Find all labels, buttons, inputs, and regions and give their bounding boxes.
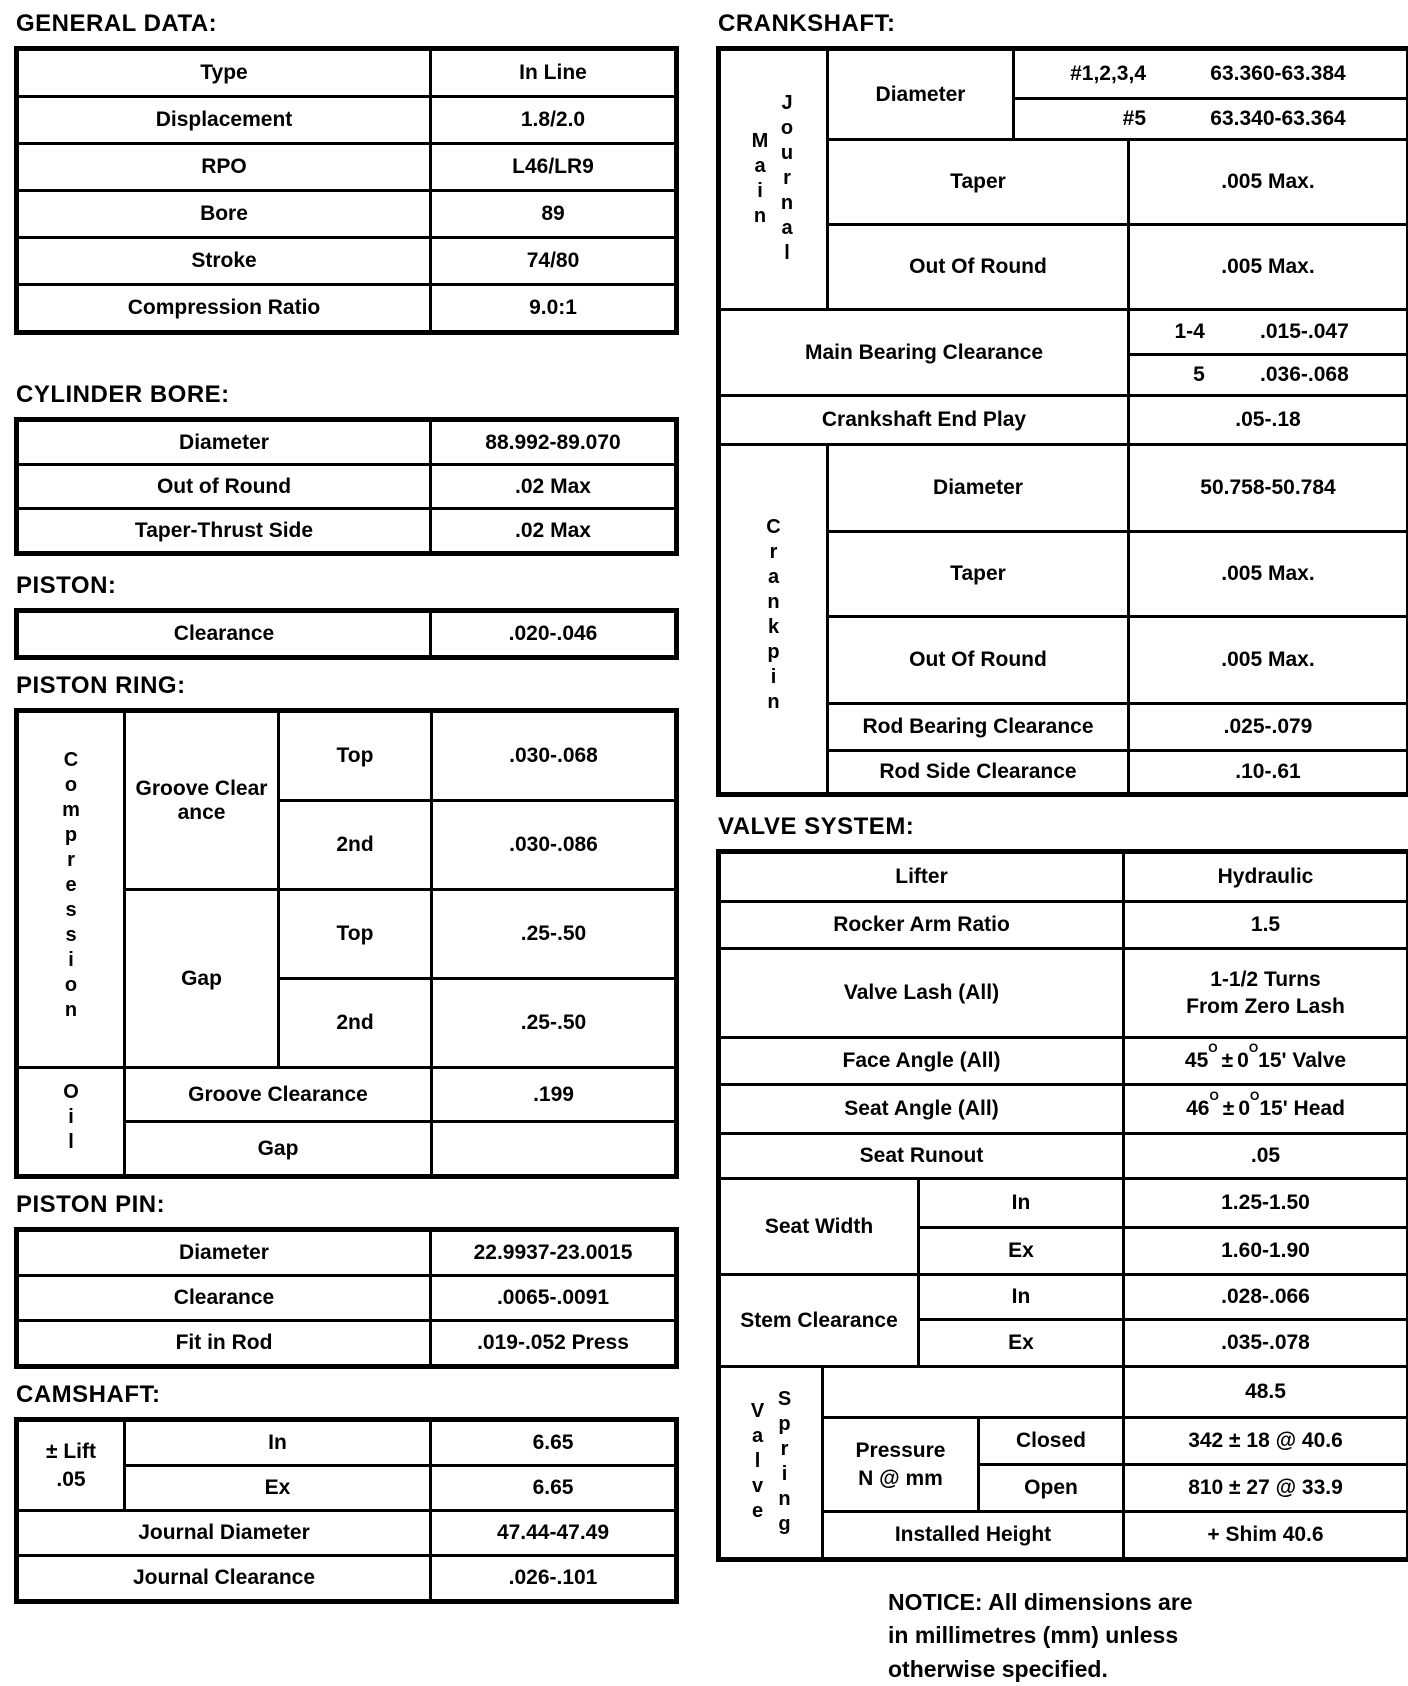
split-value [1138, 311, 1398, 353]
notice-line1: NOTICE: All dimensions are [888, 1586, 1408, 1619]
valve-face-angle-label: Face Angle (All) [719, 1038, 1124, 1085]
seat-width-in-label: In [919, 1179, 1124, 1228]
crank-out-of-round-label: Out Of Round [828, 225, 1129, 310]
pressure-line1: Pressure [830, 1437, 971, 1464]
cam-journal-diameter-label: Journal Diameter [17, 1511, 431, 1556]
notice-line3: otherwise specified. [888, 1653, 1408, 1686]
table-row [17, 1420, 677, 1466]
general-compression-ratio-label: Compression Ratio [17, 285, 431, 333]
split-value [1023, 51, 1398, 97]
valve-spring-open-label: Open [979, 1465, 1124, 1512]
crankpin-out-of-round-value: .005 Max. [1129, 617, 1408, 704]
valve-stem-clearance-label: Stem Clearance [719, 1275, 919, 1367]
valve-rocker-value: 1.5 [1124, 902, 1408, 949]
crank-main-journal-group-label [719, 49, 828, 310]
table-row [17, 97, 677, 144]
crankshaft-heading: CRANKSHAFT: [718, 10, 1408, 38]
vertical-text: Main [750, 130, 770, 230]
ring-oil-gap-label: Gap [125, 1122, 432, 1177]
vertical-text: Compression [61, 749, 81, 1024]
ring-compression-group-label [17, 711, 125, 1068]
table-row [17, 711, 677, 801]
table-row [17, 1321, 677, 1367]
piston-ring-heading: PISTON RING: [16, 672, 676, 700]
valve-spring-open-value: 810 ± 27 @ 33.9 [1124, 1465, 1408, 1512]
table-row [719, 1275, 1408, 1320]
ring-gap-2nd-value: .25-.50 [432, 979, 677, 1068]
vertical-text: Journal [777, 92, 797, 267]
table-row [719, 1179, 1408, 1228]
bore-taper-value: .02 Max [431, 509, 677, 554]
general-rpo-label: RPO [17, 144, 431, 191]
table-row [719, 1085, 1408, 1134]
valve-face-angle-value [1124, 1038, 1408, 1085]
ring-groove-clearance-label: Groove Clear ance [125, 711, 279, 890]
general-bore-label: Bore [17, 191, 431, 238]
table-row [719, 445, 1408, 532]
table-row [719, 1038, 1408, 1085]
pressure-line2: N @ mm [830, 1465, 971, 1492]
crank-end-play-value: .05-.18 [1129, 396, 1408, 445]
valve-system-table [716, 849, 1408, 1562]
crank-diameter-1234-cell [1014, 49, 1408, 99]
table-row [17, 144, 677, 191]
general-stroke-label: Stroke [17, 238, 431, 285]
vertical-text-pair [727, 1388, 815, 1538]
seat-width-in-value: 1.25-1.50 [1124, 1179, 1408, 1228]
crank-mbc-14-value: .015-.047 [1211, 320, 1398, 344]
camshaft-table [14, 1417, 679, 1604]
general-data-heading: GENERAL DATA: [16, 10, 676, 38]
stem-clearance-ex-label: Ex [919, 1320, 1124, 1367]
crank-end-play-label: Crankshaft End Play [719, 396, 1129, 445]
crank-taper-value: .005 Max. [1129, 140, 1408, 225]
crank-mbc-14-label: 1-4 [1138, 320, 1211, 344]
valve-seat-runout-label: Seat Runout [719, 1134, 1124, 1179]
valve-system-heading: VALVE SYSTEM: [718, 813, 1408, 841]
ring-gap-top-label: Top [279, 890, 432, 979]
degree-mark: O [1249, 1041, 1258, 1055]
vertical-text: Oil [61, 1081, 81, 1156]
cam-journal-diameter-value: 47.44-47.49 [431, 1511, 677, 1556]
vertical-text: Valve [748, 1400, 768, 1525]
ring-oil-groove-value: .199 [432, 1068, 677, 1122]
valve-seat-angle-value [1124, 1085, 1408, 1134]
ring-gap-label: Gap [125, 890, 279, 1068]
valve-seat-width-label: Seat Width [719, 1179, 919, 1275]
notice-text [888, 1586, 1408, 1686]
crank-mbc-5-value: .036-.068 [1211, 363, 1398, 387]
bore-diameter-value: 88.992-89.070 [431, 420, 677, 465]
valve-seat-angle-label: Seat Angle (All) [719, 1085, 1124, 1134]
crank-out-of-round-value: .005 Max. [1129, 225, 1408, 310]
section-camshaft [14, 1381, 676, 1604]
table-row [17, 465, 677, 509]
crankshaft-table [716, 46, 1408, 797]
valve-spring-pressure-label [823, 1418, 979, 1512]
ring-gap-2nd-label: 2nd [279, 979, 432, 1068]
table-row [719, 1367, 1408, 1418]
crankpin-out-of-round-label: Out Of Round [828, 617, 1129, 704]
table-row [17, 285, 677, 333]
bore-out-of-round-value: .02 Max [431, 465, 677, 509]
valve-spring-installed-value: + Shim 40.6 [1124, 1512, 1408, 1560]
valve-lifter-value: Hydraulic [1124, 852, 1408, 902]
valve-rocker-label: Rocker Arm Ratio [719, 902, 1124, 949]
split-value [1023, 100, 1398, 138]
crank-diameter-5-label: #5 [1023, 107, 1158, 131]
angle-tail: 15' Head [1259, 1097, 1345, 1120]
crankpin-diameter-value: 50.758-50.784 [1129, 445, 1408, 532]
cam-journal-clearance-label: Journal Clearance [17, 1556, 431, 1602]
crankpin-taper-value: .005 Max. [1129, 532, 1408, 617]
degree-mark: O [1209, 1089, 1218, 1103]
table-row [17, 1068, 677, 1122]
crankpin-rod-side-label: Rod Side Clearance [828, 751, 1129, 795]
section-crankshaft [716, 10, 1408, 797]
cam-journal-clearance-value: .026-.101 [431, 1556, 677, 1602]
table-row [719, 396, 1408, 445]
ring-groove-2nd-value: .030-.086 [432, 801, 677, 890]
general-bore-value: 89 [431, 191, 677, 238]
pin-diameter-value: 22.9937-23.0015 [431, 1230, 677, 1276]
piston-clearance-value: .020-.046 [431, 611, 677, 658]
cam-lift-line1: ± Lift [25, 1438, 117, 1465]
angle-zero: 0 [1237, 1049, 1249, 1072]
crank-mbc-5-label: 5 [1138, 363, 1211, 387]
cam-in-label: In [125, 1420, 431, 1466]
crank-diameter-label: Diameter [828, 49, 1014, 140]
crank-taper-label: Taper [828, 140, 1129, 225]
vertical-text: Spring [775, 1388, 795, 1538]
valve-lash-value-line1: 1-1/2 Turns [1131, 966, 1400, 993]
cam-ex-value: 6.65 [431, 1466, 677, 1511]
general-type-label: Type [17, 49, 431, 97]
plus-minus: ± [1218, 1049, 1238, 1072]
valve-spring-group-label [719, 1367, 823, 1560]
general-compression-ratio-value: 9.0:1 [431, 285, 677, 333]
section-valve-system [716, 813, 1408, 1562]
table-row [719, 949, 1408, 1038]
angle-tail: 15' Valve [1258, 1049, 1346, 1072]
table-row [719, 1512, 1408, 1560]
pin-clearance-label: Clearance [17, 1276, 431, 1321]
general-displacement-label: Displacement [17, 97, 431, 144]
angle-deg: 45 [1185, 1049, 1208, 1072]
valve-spring-free-value: 48.5 [1124, 1367, 1408, 1418]
degree-mark: O [1208, 1041, 1217, 1055]
piston-heading: PISTON: [16, 572, 676, 600]
angle-zero: 0 [1238, 1097, 1250, 1120]
section-general-data [14, 10, 676, 335]
piston-pin-heading: PISTON PIN: [16, 1191, 676, 1219]
ring-oil-gap-value [432, 1122, 677, 1177]
section-cylinder-bore [14, 381, 676, 556]
stem-clearance-in-value: .028-.066 [1124, 1275, 1408, 1320]
piston-ring-table [14, 708, 679, 1179]
crank-mbc-5-cell [1129, 355, 1408, 396]
table-row [17, 1511, 677, 1556]
table-row [17, 1276, 677, 1321]
cylinder-bore-table [14, 417, 679, 556]
section-piston-pin [14, 1191, 676, 1369]
ring-oil-group-label [17, 1068, 125, 1177]
table-row [17, 238, 677, 285]
table-row [719, 310, 1408, 355]
pin-fit-in-rod-label: Fit in Rod [17, 1321, 431, 1367]
table-row [17, 611, 677, 658]
general-type-value: In Line [431, 49, 677, 97]
general-rpo-value: L46/LR9 [431, 144, 677, 191]
piston-pin-table [14, 1227, 679, 1369]
ring-groove-top-label: Top [279, 711, 432, 801]
table-row [719, 852, 1408, 902]
left-column [14, 10, 676, 1472]
ring-oil-groove-label: Groove Clearance [125, 1068, 432, 1122]
crankpin-rod-bearing-label: Rod Bearing Clearance [828, 704, 1129, 751]
valve-lash-value-line2: From Zero Lash [1131, 993, 1400, 1020]
valve-spring-closed-label: Closed [979, 1418, 1124, 1465]
crank-diameter-1234-value: 63.360-63.384 [1158, 62, 1398, 86]
general-stroke-value: 74/80 [431, 238, 677, 285]
table-row [17, 191, 677, 238]
seat-width-ex-label: Ex [919, 1228, 1124, 1275]
crank-crankpin-group-label [719, 445, 828, 795]
pin-fit-in-rod-value: .019-.052 Press [431, 1321, 677, 1367]
cam-lift-line2: .05 [25, 1466, 117, 1493]
ring-groove-2nd-label: 2nd [279, 801, 432, 890]
cam-lift-label [17, 1420, 125, 1511]
crankpin-diameter-label: Diameter [828, 445, 1129, 532]
pin-diameter-label: Diameter [17, 1230, 431, 1276]
crank-diameter-5-value: 63.340-63.364 [1158, 107, 1398, 131]
vertical-text: Crankpin [764, 516, 784, 716]
ring-groove-top-value: .030-.068 [432, 711, 677, 801]
crank-main-bearing-clearance-label: Main Bearing Clearance [719, 310, 1129, 396]
piston-clearance-label: Clearance [17, 611, 431, 658]
section-piston-ring [14, 672, 676, 1179]
crank-diameter-1234-label: #1,2,3,4 [1023, 62, 1158, 86]
pin-clearance-value: .0065-.0091 [431, 1276, 677, 1321]
cylinder-bore-heading: CYLINDER BORE: [16, 381, 676, 409]
table-row [17, 420, 677, 465]
table-row [17, 49, 677, 97]
split-value [1138, 356, 1398, 394]
seat-width-ex-value: 1.60-1.90 [1124, 1228, 1408, 1275]
section-piston [14, 572, 676, 660]
right-column [716, 10, 1408, 1472]
cam-ex-label: Ex [125, 1466, 431, 1511]
vertical-text-pair [727, 92, 820, 267]
cam-in-value: 6.65 [431, 1420, 677, 1466]
valve-lash-value [1124, 949, 1408, 1038]
valve-lifter-label: Lifter [719, 852, 1124, 902]
bore-taper-label: Taper-Thrust Side [17, 509, 431, 554]
table-row [719, 902, 1408, 949]
general-data-table [14, 46, 679, 335]
general-displacement-value: 1.8/2.0 [431, 97, 677, 144]
table-row [17, 1556, 677, 1602]
stem-clearance-in-label: In [919, 1275, 1124, 1320]
notice-line2: in millimetres (mm) unless [888, 1619, 1408, 1652]
angle-deg: 46 [1186, 1097, 1209, 1120]
bore-out-of-round-label: Out of Round [17, 465, 431, 509]
crankpin-taper-label: Taper [828, 532, 1129, 617]
table-row [17, 509, 677, 554]
table-row [719, 1134, 1408, 1179]
crank-mbc-14-cell [1129, 310, 1408, 355]
table-row [719, 1418, 1408, 1465]
table-row [17, 1230, 677, 1276]
valve-spring-installed-label: Installed Height [823, 1512, 1124, 1560]
ring-gap-top-value: .25-.50 [432, 890, 677, 979]
stem-clearance-ex-value: .035-.078 [1124, 1320, 1408, 1367]
piston-table [14, 608, 679, 660]
valve-lash-label: Valve Lash (All) [719, 949, 1124, 1038]
valve-spring-closed-value: 342 ± 18 @ 40.6 [1124, 1418, 1408, 1465]
crank-diameter-5-cell [1014, 99, 1408, 140]
camshaft-heading: CAMSHAFT: [16, 1381, 676, 1409]
degree-mark: O [1250, 1089, 1259, 1103]
table-row [719, 49, 1408, 99]
valve-seat-runout-value: .05 [1124, 1134, 1408, 1179]
crankpin-rod-bearing-value: .025-.079 [1129, 704, 1408, 751]
plus-minus: ± [1219, 1097, 1239, 1120]
bore-diameter-label: Diameter [17, 420, 431, 465]
crankpin-rod-side-value: .10-.61 [1129, 751, 1408, 795]
valve-spring-free-label-blank [823, 1367, 1124, 1418]
